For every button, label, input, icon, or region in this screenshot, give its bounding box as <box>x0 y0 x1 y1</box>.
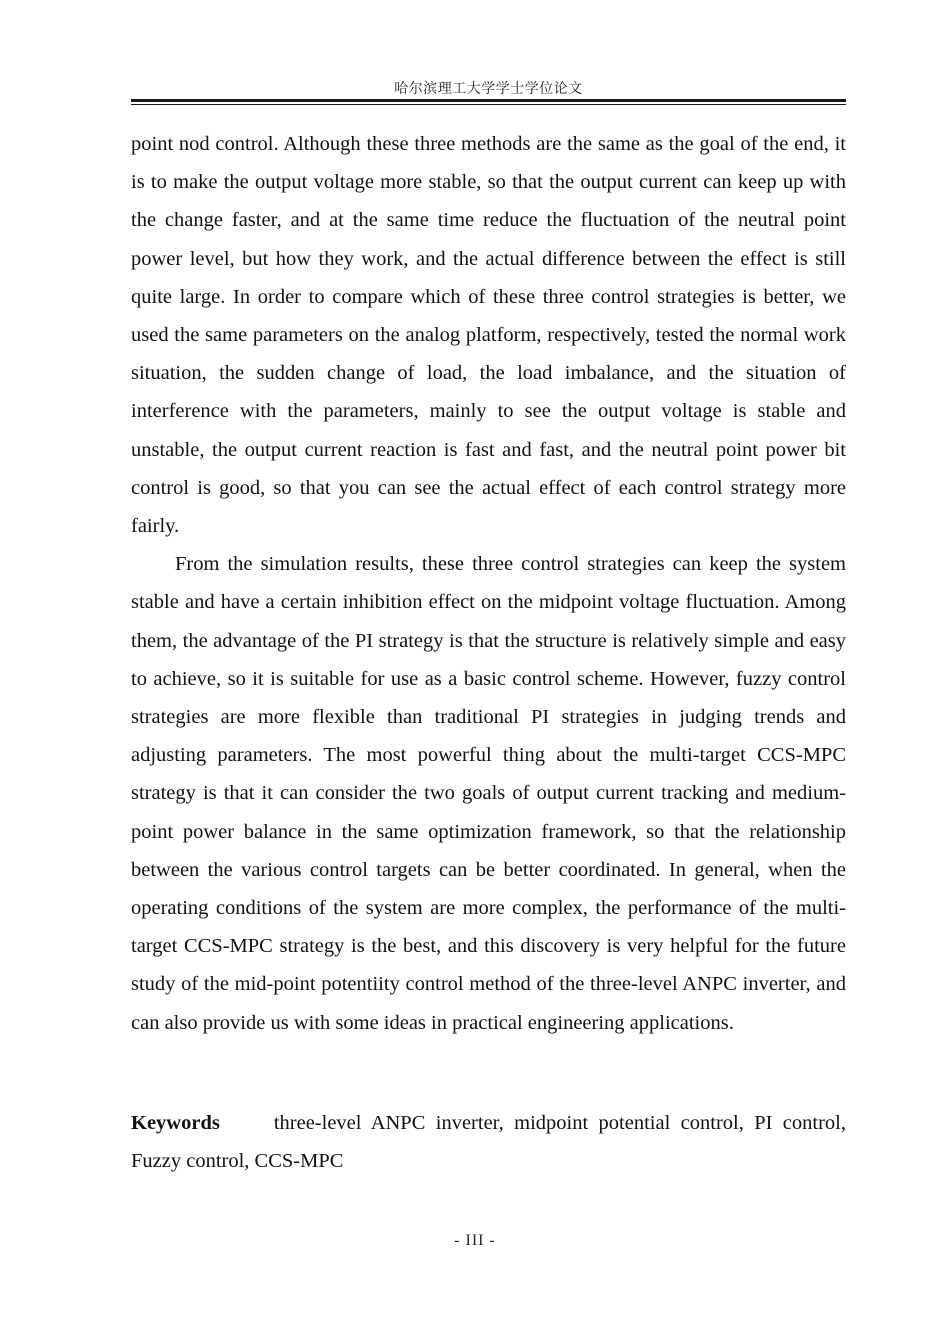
page-number: - III - <box>454 1232 496 1249</box>
running-header: 哈尔滨理工大学学士学位论文 <box>394 81 583 97</box>
keywords-label: Keywords <box>131 1112 220 1134</box>
keywords-block <box>131 1104 846 1180</box>
keywords-text: three-level ANPC inverter, midpoint potential control, PI control, Fuzzy control, CCS-MPC <box>131 1112 846 1173</box>
header-rule-thick <box>131 99 846 102</box>
abstract-body <box>131 125 846 1042</box>
header-rule-thin <box>131 104 846 105</box>
paragraph-1: point nod control. Although these three methods are the same as the goal of the end, it is to make the output voltage more stable, so that the output current can keep up with the change faster, and at the same time reduce the fluctuation of the neutral point power level, but how they work, and the actual difference between the effect is still quite large. In order to compare which of these three control strategies is better, we used the same parameters on the analog platform, respectively, tested the normal work situation, the sudden change of load, the load imbalance, and the situation of interference with the parameters, mainly to see the output voltage is stable and unstable, the output current reaction is fast and fast, and the neutral point power bit control is good, so that you can see the actual effect of each control strategy more fairly. <box>131 133 846 538</box>
paragraph-2: From the simulation results, these three control strategies can keep the system stable and have a certain inhibition effect on the midpoint voltage fluctuation. Among them, the advantage of the PI strategy is that the structure is relatively simple and easy to achieve, so it is suitable for use as a basic control scheme. However, fuzzy control strategies are more flexible than traditional PI strategies in judging trends and adjusting parameters. The most powerful thing about the multi-target CCS-MPC strategy is that it can consider the two goals of output current tracking and medium-point power balance in the same optimization framework, so that the relationship between the various control targets can be better coordinated. In general, when the operating conditions of the system are more complex, the performance of the multi-target CCS-MPC strategy is the best, and this discovery is very helpful for the future study of the mid-point potentiity control method of the three-level ANPC inverter, and can also provide us with some ideas in practical engineering applications. <box>131 553 846 1034</box>
